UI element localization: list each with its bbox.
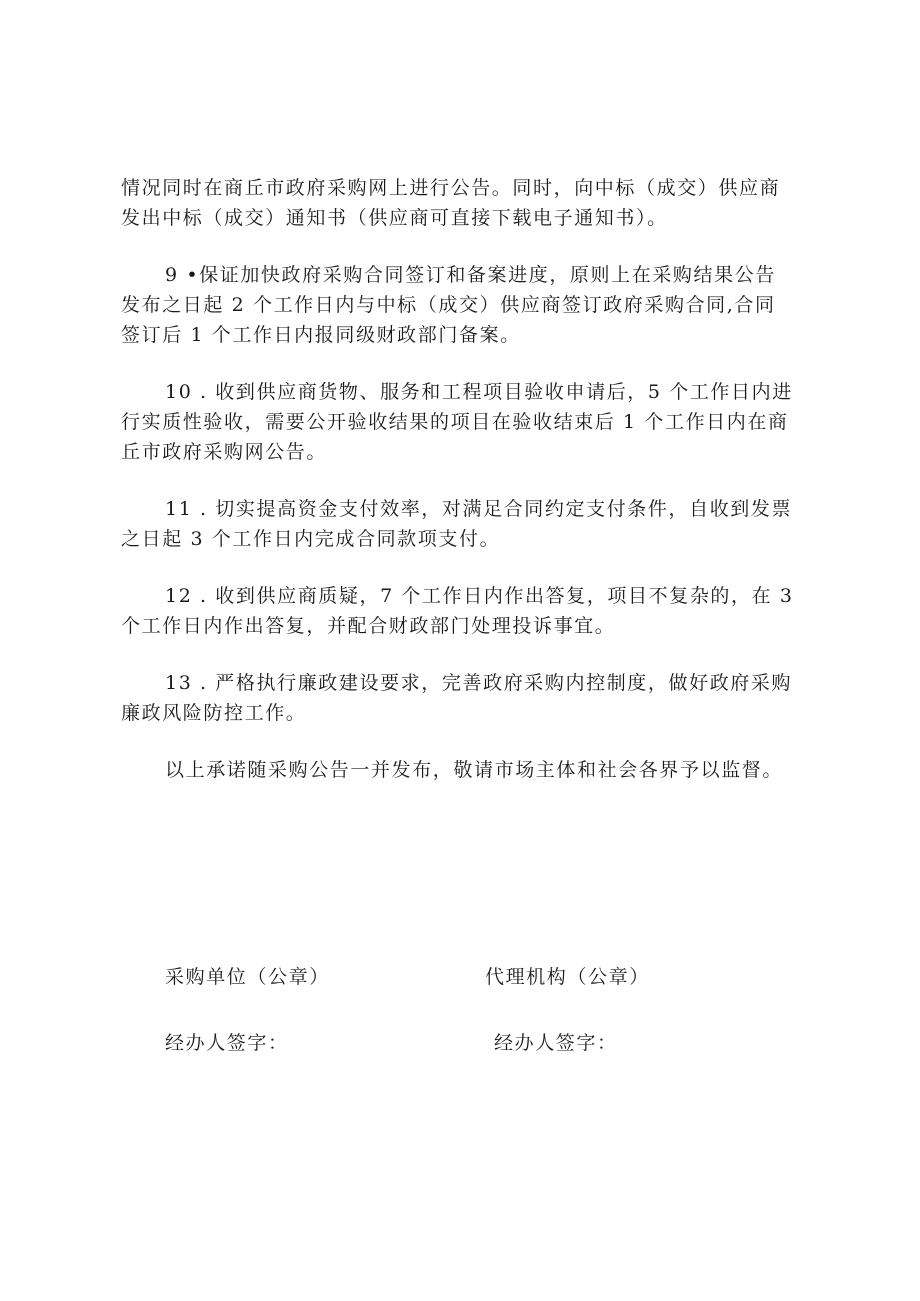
text-line: 11 . 切实提高资金支付效率，对满足合同约定支付条件，自收到发票 <box>165 498 793 520</box>
purchaser-handler-signature-label: 经办人签字： <box>165 1032 289 1054</box>
text-line: 10 . 收到供应商货物、服务和工程项目验收申请后，5 个工作日内进 <box>165 381 793 403</box>
text-line: 个工作日内作出答复，并配合财政部门处理投诉事宜。 <box>121 615 616 637</box>
text-line: 廉政风险防控工作。 <box>121 702 307 724</box>
text-line: 签订后 1 个工作日内报同级财政部门备案。 <box>121 324 521 346</box>
text-line: 12 . 收到供应商质疑，7 个工作日内作出答复，项目不复杂的，在 3 <box>165 585 794 607</box>
text-line: 丘市政府采购网公告。 <box>121 441 328 463</box>
agency-handler-signature-label: 经办人签字： <box>494 1032 618 1054</box>
text-line: 之日起 3 个工作日内完成合同款项支付。 <box>121 528 501 550</box>
text-line: 发出中标（成交）通知书（供应商可直接下载电子通知书）。 <box>121 207 668 229</box>
text-line: 情况同时在商丘市政府采购网上进行公告。同时，向中标（成交）供应商 <box>121 177 781 199</box>
text-line: 行实质性验收，需要公开验收结果的项目在验收结束后 1 个工作日内在商 <box>121 411 789 433</box>
purchaser-seal-label: 采购单位（公章） <box>165 966 330 988</box>
closing-statement: 以上承诺随采购公告一并发布，敬请市场主体和社会各界予以监督。 <box>165 759 784 781</box>
agency-seal-label: 代理机构（公章） <box>485 966 650 988</box>
text-line: 9 •保证加快政府采购合同签订和备案进度，原则上在采购结果公告 <box>165 264 776 286</box>
text-line: 13 . 严格执行廉政建设要求，完善政府采购内控制度，做好政府采购 <box>165 672 793 694</box>
text-line: 发布之日起 2 个工作日内与中标（成交）供应商签订政府采购合同,合同 <box>121 294 776 316</box>
